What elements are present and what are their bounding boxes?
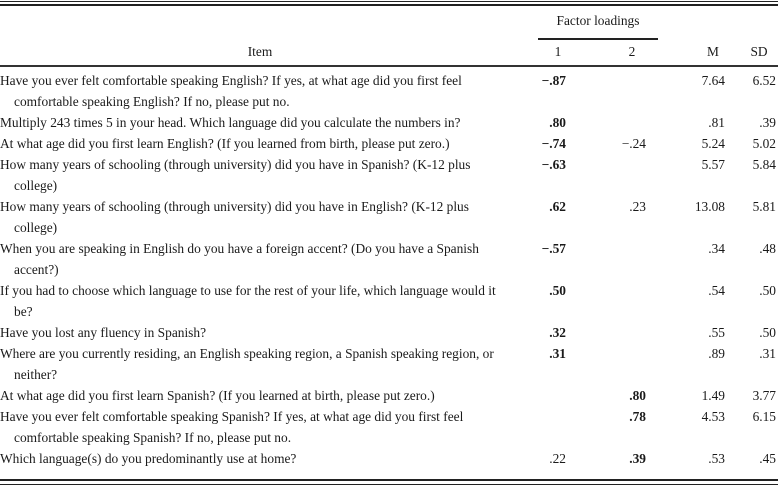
item-text: Have you lost any fluency in Spanish? bbox=[0, 325, 207, 340]
table-row bbox=[0, 133, 778, 154]
factor-1-loading: .80 bbox=[549, 115, 566, 130]
sd-value: .39 bbox=[759, 115, 776, 130]
column-header-sd: SD bbox=[750, 44, 768, 59]
item-text: How many years of schooling (through university) did you have in Spanish? (K-12 plus college) bbox=[0, 157, 471, 193]
sd-value: .31 bbox=[759, 346, 776, 361]
item-text: Where are you currently residing, an English speaking region, a Spanish speaking region, or neither? bbox=[0, 346, 494, 382]
mean-value: .55 bbox=[708, 325, 725, 340]
table-body bbox=[0, 70, 778, 469]
factor-1-loading: .22 bbox=[549, 451, 566, 466]
sd-value: 3.77 bbox=[752, 388, 776, 403]
table-row bbox=[0, 343, 778, 385]
table-row bbox=[0, 196, 778, 238]
factor-2-loading: −.24 bbox=[621, 136, 646, 151]
table-row bbox=[0, 112, 778, 133]
bottom-rule-thick bbox=[0, 479, 778, 481]
mean-value: 13.08 bbox=[694, 199, 725, 214]
mean-value: .89 bbox=[708, 346, 725, 361]
mean-value: 1.49 bbox=[701, 388, 725, 403]
factor-2-loading: .23 bbox=[629, 199, 646, 214]
mean-value: 5.57 bbox=[701, 157, 725, 172]
factor-2-loading: .78 bbox=[629, 409, 646, 424]
item-text: When you are speaking in English do you have a foreign accent? (Do you have a Spanish accent?) bbox=[0, 241, 479, 277]
header-rule bbox=[0, 65, 778, 67]
sd-value: 6.15 bbox=[752, 409, 776, 424]
column-header-item: Item bbox=[247, 44, 273, 59]
factor-1-loading: −.57 bbox=[541, 241, 566, 256]
item-text: Have you ever felt comfortable speaking Spanish? If yes, at what age did you first feel comfortable speaking Spanish? If no, please put no. bbox=[0, 409, 464, 445]
sd-value: 5.84 bbox=[752, 157, 776, 172]
factor-loadings-group-label: Factor loadings bbox=[556, 13, 640, 28]
table-row bbox=[0, 70, 778, 112]
item-text: How many years of schooling (through university) did you have in English? (K-12 plus college) bbox=[0, 199, 469, 235]
item-text: Multiply 243 times 5 in your head. Which language did you calculate the numbers in? bbox=[0, 115, 461, 130]
mean-value: .81 bbox=[708, 115, 725, 130]
item-text: If you had to choose which language to use for the rest of your life, which language would it be? bbox=[0, 283, 496, 319]
table-row bbox=[0, 406, 778, 448]
mean-value: .53 bbox=[708, 451, 725, 466]
top-rule-thin bbox=[0, 1, 778, 2]
table-row bbox=[0, 238, 778, 280]
mean-value: 5.24 bbox=[701, 136, 725, 151]
sd-value: .50 bbox=[759, 283, 776, 298]
item-text: At what age did you first learn Spanish? (If you learned at birth, please put zero.) bbox=[0, 388, 435, 403]
sd-value: 5.81 bbox=[752, 199, 776, 214]
factor-1-loading: −.63 bbox=[541, 157, 566, 172]
mean-value: .54 bbox=[708, 283, 725, 298]
table-row bbox=[0, 322, 778, 343]
table-row bbox=[0, 280, 778, 322]
mean-value: 7.64 bbox=[701, 73, 725, 88]
item-text: At what age did you first learn English? (If you learned from birth, please put zero.) bbox=[0, 136, 450, 151]
column-header-mean: M bbox=[707, 44, 719, 59]
item-text: Which language(s) do you predominantly use at home? bbox=[0, 451, 297, 466]
item-text: Have you ever felt comfortable speaking English? If yes, at what age did you first feel comfortable speaking English? If no, please put no. bbox=[0, 73, 462, 109]
sd-value: .50 bbox=[759, 325, 776, 340]
factor-1-loading: .50 bbox=[549, 283, 566, 298]
factor-1-loading: .62 bbox=[549, 199, 566, 214]
table-row bbox=[0, 448, 778, 469]
mean-value: 4.53 bbox=[701, 409, 725, 424]
table-header bbox=[0, 6, 778, 66]
sd-value: 5.02 bbox=[752, 136, 776, 151]
table-row bbox=[0, 154, 778, 196]
factor-1-loading: .32 bbox=[549, 325, 566, 340]
column-header-factor-2: 2 bbox=[628, 44, 636, 59]
factor-1-loading: −.87 bbox=[541, 73, 566, 88]
sd-value: 6.52 bbox=[752, 73, 776, 88]
factor-1-loading: .31 bbox=[549, 346, 566, 361]
sd-value: .45 bbox=[759, 451, 776, 466]
column-header-factor-1: 1 bbox=[554, 44, 562, 59]
factor-2-loading: .39 bbox=[629, 451, 646, 466]
factor-1-loading: −.74 bbox=[541, 136, 566, 151]
bottom-rule-thin bbox=[0, 484, 778, 485]
factor-loadings-rule bbox=[538, 38, 658, 40]
table-row bbox=[0, 385, 778, 406]
factor-2-loading: .80 bbox=[629, 388, 646, 403]
mean-value: .34 bbox=[708, 241, 725, 256]
sd-value: .48 bbox=[759, 241, 776, 256]
